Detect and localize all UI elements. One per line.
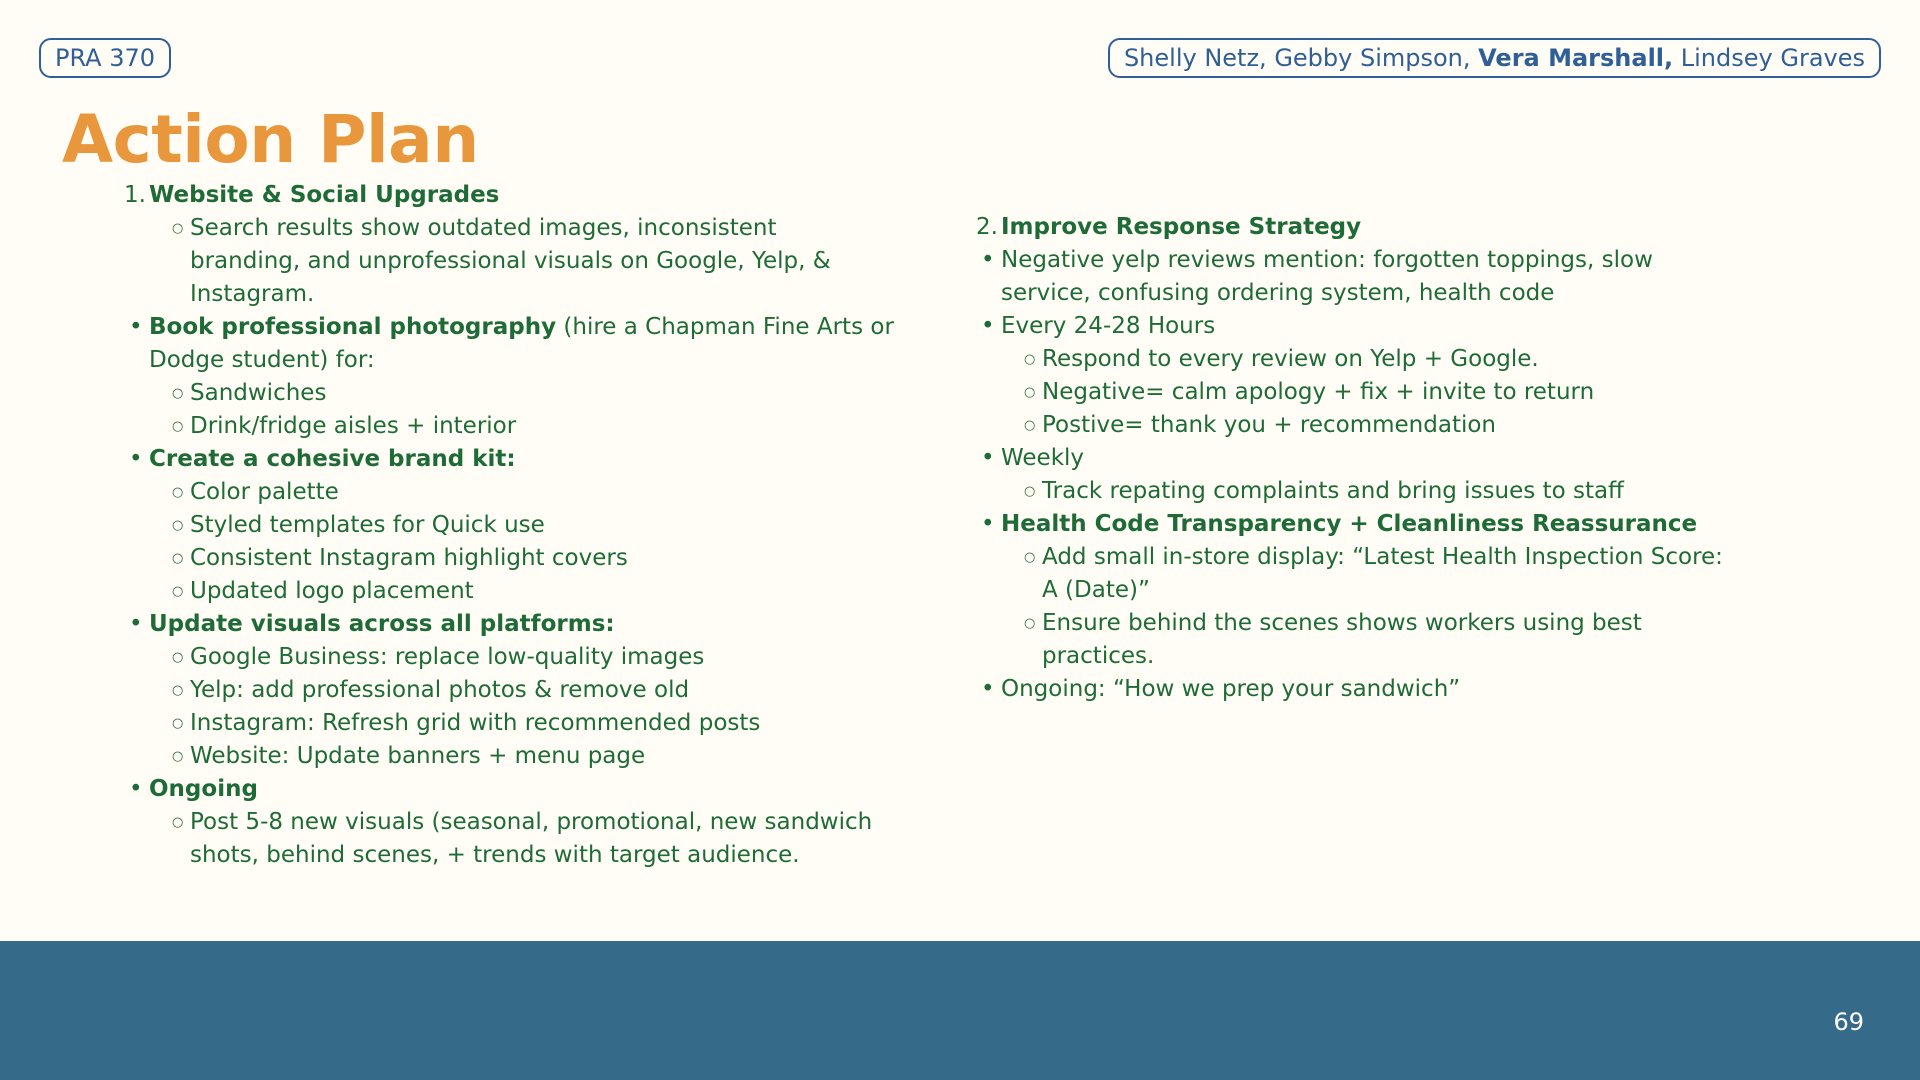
list-item-text: Search results show outdated images, inconsistent (190, 215, 777, 241)
list-item (980, 673, 1723, 706)
list-item-text: Postive= thank you + recommendation (1042, 412, 1497, 438)
page-title: Action Plan (62, 101, 479, 178)
list-item (128, 806, 894, 839)
bullet-circle-icon: ○ (172, 518, 184, 533)
list-item-continuation (980, 574, 1723, 607)
page-number: 69 (1833, 1008, 1864, 1036)
list-item (128, 509, 894, 542)
list-item-text: Improve Response Strategy (1001, 214, 1362, 240)
bullet-dot-icon: • (981, 676, 995, 702)
list-item-text: Book professional photography (149, 314, 557, 340)
list-item-text: Weekly (1001, 445, 1085, 471)
section-number: 2. (976, 214, 998, 240)
list-item-text: Yelp: add professional photos & remove old (190, 677, 690, 703)
bullet-circle-icon: ○ (172, 716, 184, 731)
list-item-text: Instagram: Refresh grid with recommended posts (190, 710, 761, 736)
list-item (980, 442, 1723, 475)
course-code-badge: PRA 370 (39, 38, 171, 78)
list-item-text: Update visuals across all platforms: (149, 611, 615, 637)
bullet-circle-icon: ○ (1024, 352, 1036, 367)
list-item (128, 608, 894, 641)
footer-band (0, 941, 1920, 1080)
bullet-circle-icon: ○ (1024, 418, 1036, 433)
list-item (128, 443, 894, 476)
list-item (128, 740, 894, 773)
list-item (128, 641, 894, 674)
list-item-continuation (980, 277, 1723, 310)
bullet-dot-icon: • (981, 313, 995, 339)
bullet-circle-icon: ○ (172, 584, 184, 599)
list-item-text: Styled templates for Quick use (190, 512, 545, 538)
list-item-text: Consistent Instagram highlight covers (190, 545, 628, 571)
left-column-list (124, 179, 894, 872)
list-item (128, 542, 894, 575)
bullet-dot-icon: • (129, 314, 143, 340)
list-item (980, 310, 1723, 343)
list-item-text: Color palette (190, 479, 339, 505)
bullet-circle-icon: ○ (172, 683, 184, 698)
bullet-dot-icon: • (129, 611, 143, 637)
list-item-continuation (128, 245, 894, 278)
list-item (980, 244, 1723, 277)
list-item-text: Add small in-store display: “Latest Health Inspection Score: (1042, 544, 1723, 570)
bullet-circle-icon: ○ (172, 419, 184, 434)
bullet-circle-icon: ○ (1024, 616, 1036, 631)
list-item-text: Post 5-8 new visuals (seasonal, promotional, new sandwich (190, 809, 873, 835)
list-item-text: A (Date)” (1042, 577, 1150, 603)
author-name: Gebby Simpson, (1274, 44, 1479, 72)
list-item-text: practices. (1042, 643, 1155, 669)
list-item-text: Dodge student) for: (149, 347, 375, 373)
list-item-continuation (128, 278, 894, 311)
list-item (128, 476, 894, 509)
list-item-text: Respond to every review on Yelp + Google. (1042, 346, 1539, 372)
list-item-text: shots, behind scenes, + trends with target audience. (190, 842, 800, 868)
bullet-circle-icon: ○ (172, 221, 184, 236)
list-item-continuation (128, 344, 894, 377)
list-item-text: Sandwiches (190, 380, 327, 406)
list-item-text: Ongoing: “How we prep your sandwich” (1001, 676, 1461, 702)
list-item-text: Updated logo placement (190, 578, 474, 604)
author-name: Lindsey Graves (1673, 44, 1865, 72)
list-item-text: service, confusing ordering system, health code (1001, 280, 1555, 306)
list-item-text: Website: Update banners + menu page (190, 743, 646, 769)
list-item (980, 343, 1723, 376)
list-item-text: branding, and unprofessional visuals on Google, Yelp, & (190, 248, 831, 274)
bullet-dot-icon: • (129, 776, 143, 802)
list-item (980, 508, 1723, 541)
bullet-circle-icon: ○ (1024, 484, 1036, 499)
list-item (980, 409, 1723, 442)
list-item-text: Instagram. (190, 281, 315, 307)
list-item-text: (hire a Chapman Fine Arts or (556, 314, 894, 340)
bullet-dot-icon: • (981, 445, 995, 471)
bullet-circle-icon: ○ (172, 485, 184, 500)
list-item (128, 311, 894, 344)
list-item-continuation (128, 839, 894, 872)
list-item-text: Create a cohesive brand kit: (149, 446, 516, 472)
bullet-dot-icon: • (981, 247, 995, 273)
bullet-circle-icon: ○ (172, 386, 184, 401)
list-item-text: Drink/fridge aisles + interior (190, 413, 517, 439)
authors-badge (1108, 38, 1881, 78)
author-name: Vera Marshall, (1478, 44, 1674, 72)
list-item (980, 475, 1723, 508)
bullet-circle-icon: ○ (172, 815, 184, 830)
right-column-list (976, 211, 1723, 706)
list-item (980, 607, 1723, 640)
list-item-text: Negative yelp reviews mention: forgotten toppings, slow (1001, 247, 1653, 273)
bullet-circle-icon: ○ (172, 551, 184, 566)
list-item (128, 410, 894, 443)
bullet-circle-icon: ○ (1024, 385, 1036, 400)
list-item (980, 376, 1723, 409)
bullet-dot-icon: • (981, 511, 995, 537)
bullet-circle-icon: ○ (172, 650, 184, 665)
section-heading (976, 211, 1723, 244)
list-item-text: Ongoing (149, 776, 258, 802)
list-item (128, 674, 894, 707)
list-item-text: Negative= calm apology + fix + invite to return (1042, 379, 1595, 405)
list-item (128, 212, 894, 245)
bullet-dot-icon: • (129, 446, 143, 472)
list-item-continuation (980, 640, 1723, 673)
list-item (128, 773, 894, 806)
bullet-circle-icon: ○ (1024, 550, 1036, 565)
list-item-text: Track repating complaints and bring issues to staff (1042, 478, 1624, 504)
section-number: 1. (124, 182, 146, 208)
list-item-text: Every 24-28 Hours (1001, 313, 1216, 339)
list-item (128, 707, 894, 740)
list-item-text: Ensure behind the scenes shows workers using best (1042, 610, 1642, 636)
bullet-circle-icon: ○ (172, 749, 184, 764)
section-heading (124, 179, 894, 212)
list-item (128, 377, 894, 410)
list-item-text: Website & Social Upgrades (149, 182, 500, 208)
author-name: Shelly Netz, (1123, 44, 1275, 72)
list-item-text: Health Code Transparency + Cleanliness Reassurance (1001, 511, 1698, 537)
list-item-text: Google Business: replace low-quality images (190, 644, 705, 670)
list-item (980, 541, 1723, 574)
list-item (128, 575, 894, 608)
